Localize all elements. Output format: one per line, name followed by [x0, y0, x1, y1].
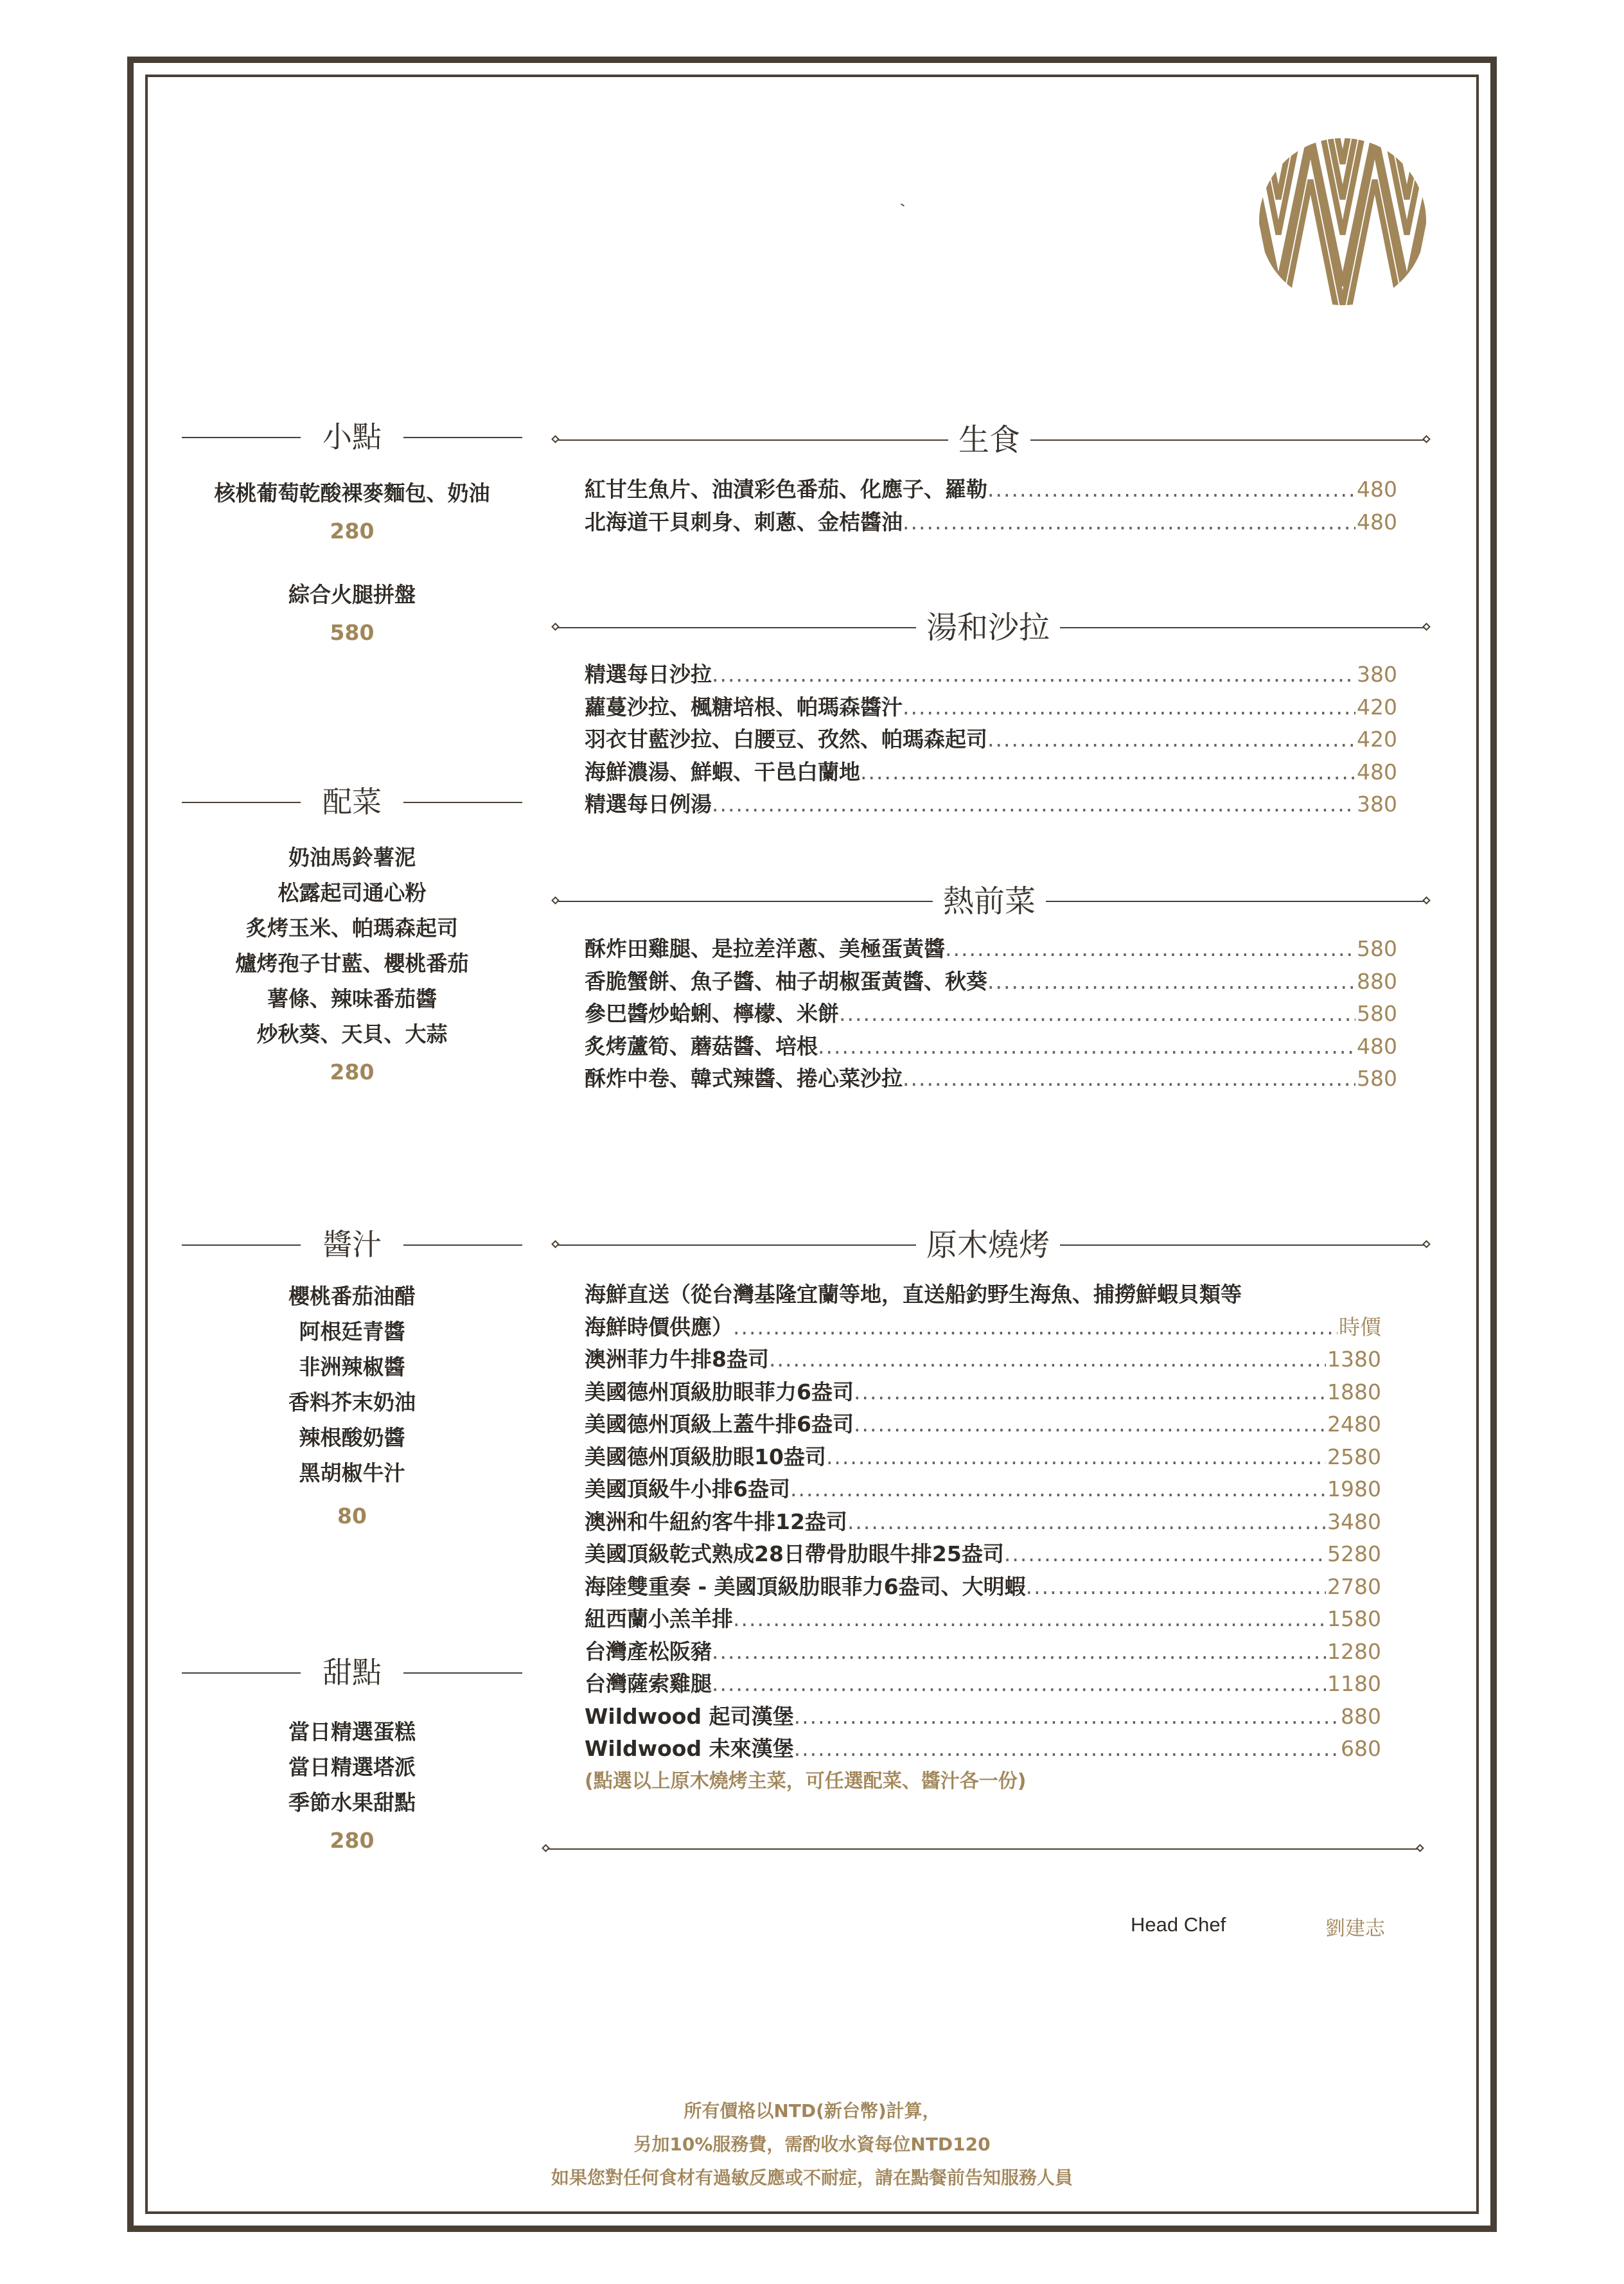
section-heading-hot-starters [552, 879, 1429, 924]
menu-row: 酥炸田雞腿、是拉差洋蔥、美極蛋黃醬 ..... 580 [585, 933, 1397, 966]
section-heading-sauces [182, 1222, 522, 1267]
menu-row: 海鮮濃湯、鮮蝦、干邑白蘭地 ..... 480 [585, 756, 1397, 789]
menu-row: 炙烤蘆筍、蘑菇醬、培根 ..... 480 [585, 1031, 1397, 1063]
menu-row: 美國頂級牛小排6盎司 ..... 1980 [585, 1473, 1381, 1506]
menu-item: 黑胡椒牛汁 [299, 1460, 405, 1485]
menu-row: Wildwood 未來漢堡 ..... 680 [585, 1733, 1381, 1766]
section-title-soup-salad: 湯和沙拉 [916, 605, 1060, 650]
hot-starters-list [585, 933, 1397, 1095]
menu-item: 當日精選蛋糕 [288, 1719, 416, 1744]
footer-line: 另加10%服務費，需酌收水資每位NTD120 [633, 2134, 991, 2155]
footer-note [148, 2094, 1476, 2195]
section-title-sauces: 醬汁 [322, 1227, 382, 1262]
menu-item: 松露起司通心粉 [278, 880, 427, 905]
menu-row: 羽衣甘藍沙拉、白腰豆、孜然、帕瑪森起司 ..... 420 [585, 723, 1397, 756]
menu-item: 季節水果甜點 [288, 1790, 416, 1815]
menu-row: 美國德州頂級上蓋牛排6盎司 ..... 2480 [585, 1408, 1381, 1441]
menu-row: 海陸雙重奏 - 美國頂級肋眼菲力6盎司、大明蝦 ..... 2780 [585, 1571, 1381, 1604]
menu-row: 台灣產松阪豬 ..... 1280 [585, 1636, 1381, 1669]
menu-row: 參巴醬炒蛤蜊、檸檬、米餅 ..... 580 [585, 998, 1397, 1031]
soup-salad-list [585, 659, 1397, 821]
menu-item: 炒秋葵、天貝、大蒜 [256, 1022, 448, 1047]
section-title-wood-grill: 原木燒烤 [916, 1223, 1060, 1268]
sides-list [163, 840, 542, 1090]
grill-intro: 海鮮直送（從台灣基隆宜蘭等地，直送船釣野生海魚、捕撈鮮蝦貝類等 [585, 1282, 1242, 1307]
price: 280 [330, 1828, 375, 1853]
section-heading-snacks [182, 414, 522, 459]
menu-row: 酥炸中卷、韓式辣醬、捲心菜沙拉 ..... 580 [585, 1063, 1397, 1095]
sauces-list [163, 1279, 542, 1534]
menu-row: 海鮮時價供應） ..... 時價 [585, 1311, 1381, 1344]
section-title-desserts: 甜點 [322, 1655, 382, 1690]
menu-item: 當日精選塔派 [288, 1755, 416, 1780]
menu-row: 紐西蘭小羔羊排 ..... 1580 [585, 1603, 1381, 1636]
menu-row: 蘿蔓沙拉、楓糖培根、帕瑪森醬汁 ..... 420 [585, 691, 1397, 724]
menu-item: 奶油馬鈴薯泥 [288, 845, 416, 870]
grill-note: (點選以上原木燒烤主菜，可任選配菜、醬汁各一份) [585, 1769, 1027, 1793]
section-heading-sides [182, 779, 522, 824]
menu-item: 阿根廷青醬 [299, 1319, 405, 1344]
section-heading-desserts [182, 1650, 522, 1695]
menu-row: 美國頂級乾式熟成28日帶骨肋眼牛排25盎司 ..... 5280 [585, 1538, 1381, 1571]
section-heading-raw [552, 418, 1429, 463]
menu-item: 辣根酸奶醬 [299, 1425, 405, 1450]
section-heading-wood-grill [552, 1223, 1429, 1268]
section-title-raw: 生食 [948, 418, 1030, 463]
menu-item: 炙烤玉米、帕瑪森起司 [246, 916, 458, 941]
chef-name: 劉建志 [1325, 1917, 1385, 1940]
menu-row: 澳洲菲力牛排8盎司 ..... 1380 [585, 1343, 1381, 1376]
section-heading-soup-salad [552, 605, 1429, 650]
section-title-sides: 配菜 [322, 784, 382, 819]
footer-line: 如果您對任何食材有過敏反應或不耐症，請在點餐前告知服務人員 [551, 2167, 1073, 2188]
menu-item: 櫻桃番茄油醋 [288, 1284, 416, 1309]
menu-row: 北海道干貝刺身、刺蔥、金桔醬油 ..... 480 [585, 506, 1397, 539]
menu-row: 美國德州頂級肋眼10盎司 ..... 2580 [585, 1441, 1381, 1474]
price: 580 [330, 620, 375, 645]
menu-row: 澳洲和牛紐約客牛排12盎司 ..... 3480 [585, 1506, 1381, 1539]
raw-list [585, 474, 1397, 538]
price: 80 [337, 1503, 367, 1528]
price: 280 [330, 518, 375, 544]
desserts-list [163, 1714, 542, 1858]
chef-label: Head Chef [1131, 1913, 1226, 1936]
menu-row: 美國德州頂級肋眼菲力6盎司 ..... 1880 [585, 1376, 1381, 1409]
menu-item: 非洲辣椒醬 [299, 1354, 405, 1379]
menu-item: 綜合火腿拼盤 [288, 582, 416, 607]
menu-item: 爐烤孢子甘藍、櫻桃番茄 [235, 951, 469, 976]
inner-frame [145, 75, 1479, 2214]
section-title-snacks: 小點 [322, 420, 382, 454]
footer-line: 所有價格以NTD(新台幣)計算， [684, 2100, 940, 2121]
menu-row: 精選每日沙拉 ..... 380 [585, 659, 1397, 691]
menu-item: 薯條、辣味番茄醬 [267, 986, 437, 1011]
bottom-divider [543, 1845, 1423, 1853]
snacks-list [163, 475, 542, 650]
wildwood-logo-icon [1259, 138, 1426, 305]
menu-row: 香脆蟹餅、魚子醬、柚子胡椒蛋黃醬、秋葵 ..... 880 [585, 966, 1397, 998]
wood-grill-list [585, 1279, 1381, 1798]
menu-row: 台灣薩索雞腿 ..... 1180 [585, 1668, 1381, 1701]
menu-item: 核桃葡萄乾酸裸麥麵包、奶油 [214, 481, 490, 506]
menu-item: 香料芥末奶油 [288, 1390, 416, 1415]
menu-row: Wildwood 起司漢堡 ..... 880 [585, 1701, 1381, 1733]
price: 280 [330, 1059, 375, 1084]
menu-row: 紅甘生魚片、油漬彩色番茄、化應子、羅勒 ..... 480 [585, 474, 1397, 506]
section-title-hot-starters: 熱前菜 [933, 879, 1046, 924]
menu-row: 精選每日例湯 ..... 380 [585, 788, 1397, 821]
